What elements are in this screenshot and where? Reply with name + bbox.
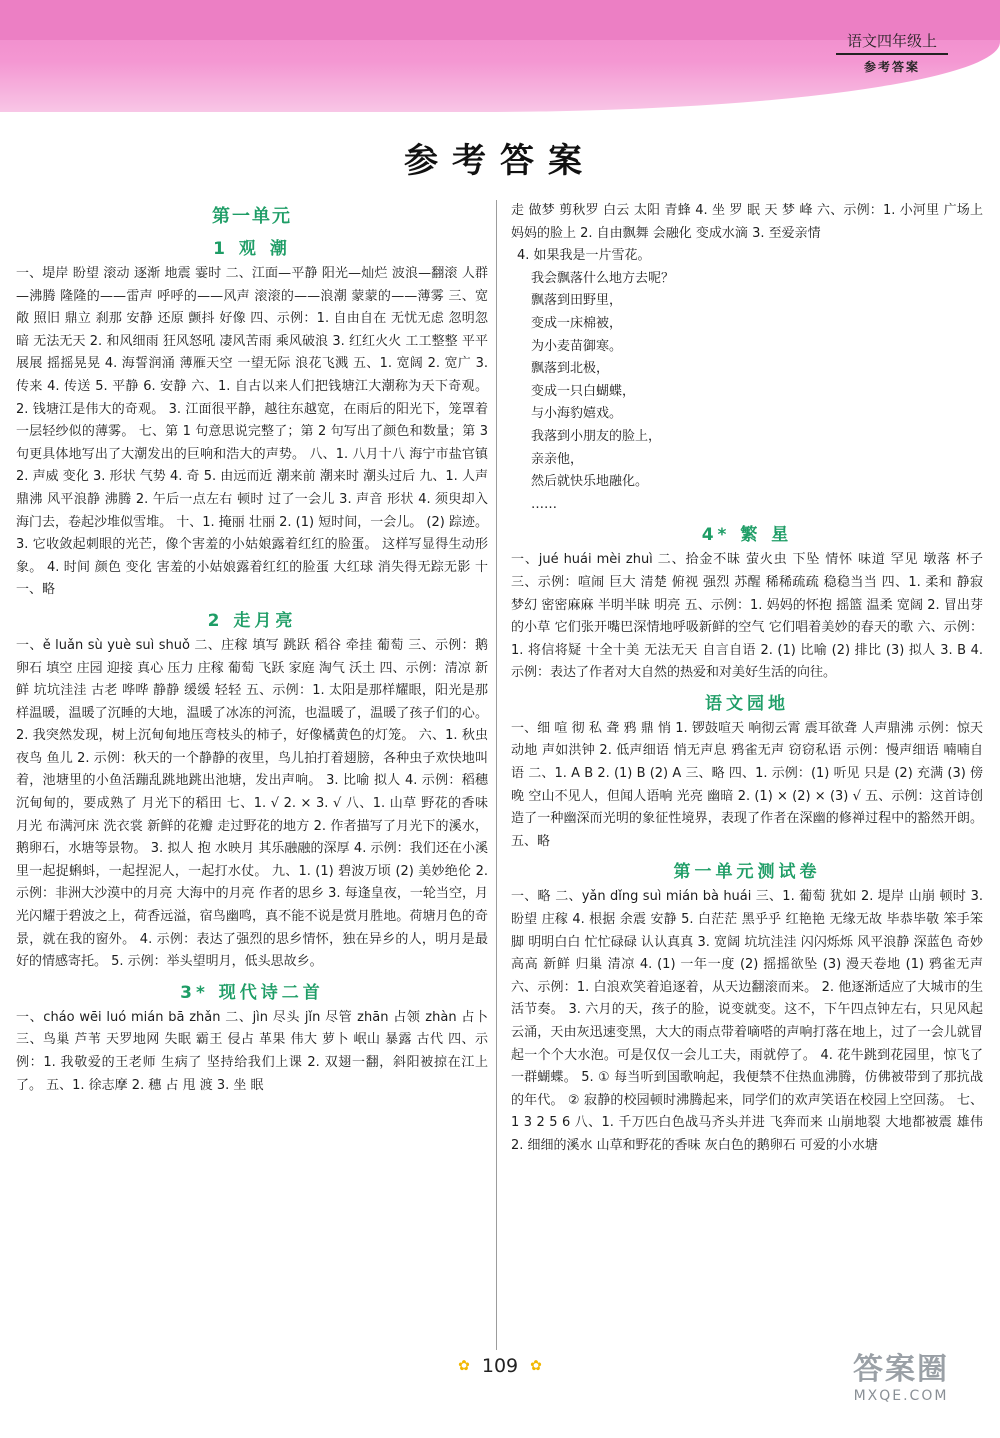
language-garden-answers: 一、细 喧 彻 私 聋 鸦 鼎 悄 1. 锣鼓喧天 响彻云霄 震耳欲聋 人声鼎沸 示例：惊天动地 声如洪钟 2. 低声细语 悄无声息 鸦雀无声 窃窃私语 示例：慢声细语 喃喃自语 二、1. A B 2. (1) B (2) A 三、略 四、1. 示例：(1) 听见 只是 (2) 充满 (3) 傍晚 空山不见人，但闻人语响 光亮 幽暗 2. (1) × (2) × (3) √ 五、示例：这首诗创造了一种幽深而光明的象征性境界，表现了作者在深幽的修禅过程中的豁然开朗。 五、略 xyxy=(511,720,983,849)
poem xyxy=(511,268,983,517)
page-number: 109 xyxy=(481,1355,519,1377)
lesson-1-answers: 一、堤岸 盼望 滚动 逐渐 地震 霎时 二、江面—平静 阳光—灿烂 波浪—翻滚 人群—沸腾 隆隆的——雷声 呼呼的——风声 滚滚的——浪潮 蒙蒙的——薄雾 三、宽敞 照旧 鼎立 刹那 安静 还原 颤抖 好像 四、示例：1. 自由自在 无忧无虑 忽明忽暗 无法无天 2. 和风细雨 狂风怒吼 凄风苦雨 乘风破浪 3. 红红火火 工工整整 平平展展 摇摇晃晃 4. 海誓润涌 薄雁天空 一望无际 浪花飞溅 五、1. 宽阔 2. 宽广 3. 传来 4. 传送 5. 平静 6. 安静 六、1. 自古以来人们把钱塘江大潮称为天下奇观。 2. 钱塘江是伟大的奇观。 3. 江面很平静，越往东越宽，在雨后的阳光下，笼罩着一层轻纱似的薄雾。 七、第 1 句意思说完整了；第 2 句写出了颜色和数量；第 3 句更具体地写出了大潮发出的巨响和浩大的声势。 八、1. 八月十八 海宁市盐官镇 2. 声威 变化 3. 形状 气势 4. 奇 5. 由远而近 潮来前 潮来时 潮头过后 九、1. 人声鼎沸 风平浪静 沸腾 2. 午后一点左右 顿时 过了一会儿 3. 声音 形状 4. 须臾却入海门去，卷起沙堆似雪堆。 十、1. 掩丽 壮丽 2. (1) 短时间，一会儿。 (2) 踪迹。 3. 它收敛起刺眼的光芒，像个害羞的小姑娘露着红红的脸蛋。 这样写显得生动形象。 4. 时间 颜色 变化 害羞的小姑娘露着红红的脸蛋 大红球 消失得无踪无影 十一、略 xyxy=(16,266,489,598)
lesson-1-title: 1 观 潮 xyxy=(213,239,291,259)
poem-line: 变成一床棉被， xyxy=(531,315,623,331)
star-icon: ✿ xyxy=(530,1358,542,1374)
answers-tag: 参考答案 xyxy=(863,60,920,74)
column-divider xyxy=(496,200,497,1350)
lesson-2-answers: 一、ě luǎn sù yuè suì shuǒ 二、庄稼 填写 跳跃 稻谷 牵挂 葡萄 三、示例：鹅卵石 填空 庄园 迎接 真心 压力 庄稼 葡萄 飞跃 家庭 淘气 沃土 四、示例：清凉 新鲜 坑坑洼洼 古老 哗哗 静静 缓缓 轻轻 五、示例：1. 太阳是那样耀眼，阳光是那样温暖，温暖了沉睡的大地，温暖了冰冻的河流，也温暖了，温暖了孩子们的心。 2. 我突然发现，树上沉甸甸地压弯枝头的柿子，好像橘黄色的灯笼。 六、1. 秋虫 夜鸟 鱼儿 2. 示例：秋天的一个静静的夜里，鸟儿拍打着翅膀，各种虫子欢快地叫着，池塘里的小鱼活蹦乱跳地跳出池塘，发出声响。 3. 比喻 拟人 4. 示例：稻穗沉甸甸的，要成熟了 月光下的稻田 七、1. √ 2. × 3. √ 八、1. 山草 野花的香味 月光 布满河床 洗衣裳 新鲜的花瓣 走过野花的地方 2. 作者描写了月光下的溪水，鹅卵石，水塘等景物。 3. 拟人 抱 水映月 其乐融融的深厚 4. 示例：我们还在小溪里一起捉蝌蚪，一起捏泥人，一起打水仗。 九、1. (1) 碧波万顷 (2) 美妙绝伦 2. 示例：非洲大沙漠中的月亮 大海中的月亮 作者的思乡 3. 每逢皇夜，一轮当空，月光闪耀于碧波之上，荷香远溢，宿鸟幽鸣，真不能不说是赏月胜地。荷塘月色的奇景，就在我的窗外。 4. 示例：表达了强烈的思乡情怀，独在异乡的人，明月是最好的情感寄托。 5. 示例：举头望明月，低头思故乡。 xyxy=(16,637,488,970)
unit-test-title: 第一单元测试卷 xyxy=(673,862,821,883)
lesson-4-title: 4* 繁 星 xyxy=(701,525,793,546)
poem-line: 我会飘落什么地方去呢？ xyxy=(531,270,675,286)
header-label xyxy=(836,30,948,75)
lesson-3-title: 3* 现代诗二首 xyxy=(180,982,324,1003)
star-icon: ✿ xyxy=(458,1358,470,1374)
unit-title: 第一单元 xyxy=(212,206,292,227)
watermark xyxy=(826,1352,976,1414)
poem-line: 我落到小朋友的脸上， xyxy=(531,428,662,444)
poem-line: …… xyxy=(531,496,557,512)
poem-line: 飘落到田野里， xyxy=(531,293,623,309)
poem-line: 与小海豹嬉戏。 xyxy=(531,406,623,422)
poem-line: 为小麦苗御寒。 xyxy=(531,338,623,354)
poem-line: 变成一只白蝴蝶， xyxy=(531,383,636,399)
watermark-logo: 答案圈 xyxy=(853,1352,949,1387)
poem-line: 亲亲他， xyxy=(531,451,584,467)
unit-test-answers: 一、略 二、yǎn dǐng suì mián bà huái 三、1. 葡萄 犹如 2. 堤岸 山崩 顿时 3. 盼望 庄稼 4. 根据 余震 安静 5. 白茫茫 黑乎乎 红艳艳 无缘无故 毕恭毕敬 笨手笨脚 明明白白 忙忙碌碌 认认真真 3. 宽阔 坑坑洼洼 闪闪烁烁 风平浪静 深蓝色 奇妙 高高 新鲜 归巢 清凉 4. (1) 一年一度 (2) 摇摇欲坠 (3) 漫天卷地 (1) 鸦雀无声 六、示例：1. 白浪欢笑着追逐着，从天边翻滚而来。 2. 他逐渐适应了大城市的生活节奏。 3. 六月的天，孩子的脸，说变就变。这不，下午四点钟左右，只见风起云涌，天由灰迅速变黑，大大的雨点带着嘀嗒的声响打落在地上，过了一会儿就冒起一个个大水泡。可是仅仅一会儿工夫，雨就停了。 4. 花牛跳到花园里，惊飞了一群蝴蝶。 5. ① 每当听到国歌响起，我便禁不住热血沸腾，仿佛被带到了那抗战的年代。 ② 寂静的校园顿时沸腾起来，同学们的欢声笑语在校园上空回荡。 七、1 3 2 5 6 八、1. 千万匹白色战马齐头并进 飞奔而来 山崩地裂 大地都被震 雄伟 2. 细细的溪水 山草和野花的香味 灰白色的鹅卵石 可爱的小水塘 xyxy=(511,889,983,1153)
lesson-3-answers: 一、cháo wēi luó mián bā zhǎn 二、jìn 尽头 jǐn 尽管 zhān 占领 zhàn 占卜 三、鸟巢 芦苇 天罗地网 失眠 霸王 侵占 革果 伟大 萝卜 岷山 暴露 古代 四、示例：1. 我敬爱的王老师 生病了 坚持给我们上课 2. 双翅一翻，斜阳被掠在江上了。 五、1. 徐志摩 2. 穗 占 甩 渡 3. 坐 眠 xyxy=(16,1009,488,1093)
left-column xyxy=(16,200,488,1097)
poem-line: 飘落到北极， xyxy=(531,361,610,377)
lesson-4-answers: 一、jué huái mèi zhuì 二、拾金不昧 萤火虫 下坠 情怀 味道 罕见 墩落 杯子 三、示例：喧闹 巨大 清楚 俯视 强烈 苏醒 稀稀疏疏 稳稳当当 四、1. 柔和 静寂 梦幻 密密麻麻 半明半昧 明亮 五、示例：1. 妈妈的怀抱 摇篮 温柔 宽阔 2. 冒出芽的小草 它们张开嘴巴深情地呼吸新鲜的空气 它们唱着美妙的春天的歌 六、示例：1. 将信将疑 十全十美 无法无天 自言自语 2. (1) 比喻 (2) 排比 (3) 拟人 3. B 4. 示例：表达了作者对大自然的热爱和对美好生活的向往。 xyxy=(511,552,983,681)
lesson-2-title: 2 走月亮 xyxy=(207,610,297,631)
page-title: 参考答案 xyxy=(404,141,596,181)
poem-line: 然后就快乐地融化。 xyxy=(531,474,649,490)
lesson-3-answers-continued: 走 做梦 剪秋罗 白云 太阳 青蜂 4. 坐 罗 眠 天 梦 峰 六、示例：1. 小河里 广场上 妈妈的脸上 2. 自由飘舞 会融化 变成水滴 3. 至爱亲情 xyxy=(511,203,983,241)
right-column xyxy=(511,200,983,1158)
language-garden-title: 语文园地 xyxy=(705,693,789,714)
poem-intro: 4. 如果我是一片雪花。 xyxy=(517,248,651,264)
watermark-site: MXQE.COM xyxy=(853,1388,949,1404)
grade-label: 语文四年级上 xyxy=(836,30,948,55)
